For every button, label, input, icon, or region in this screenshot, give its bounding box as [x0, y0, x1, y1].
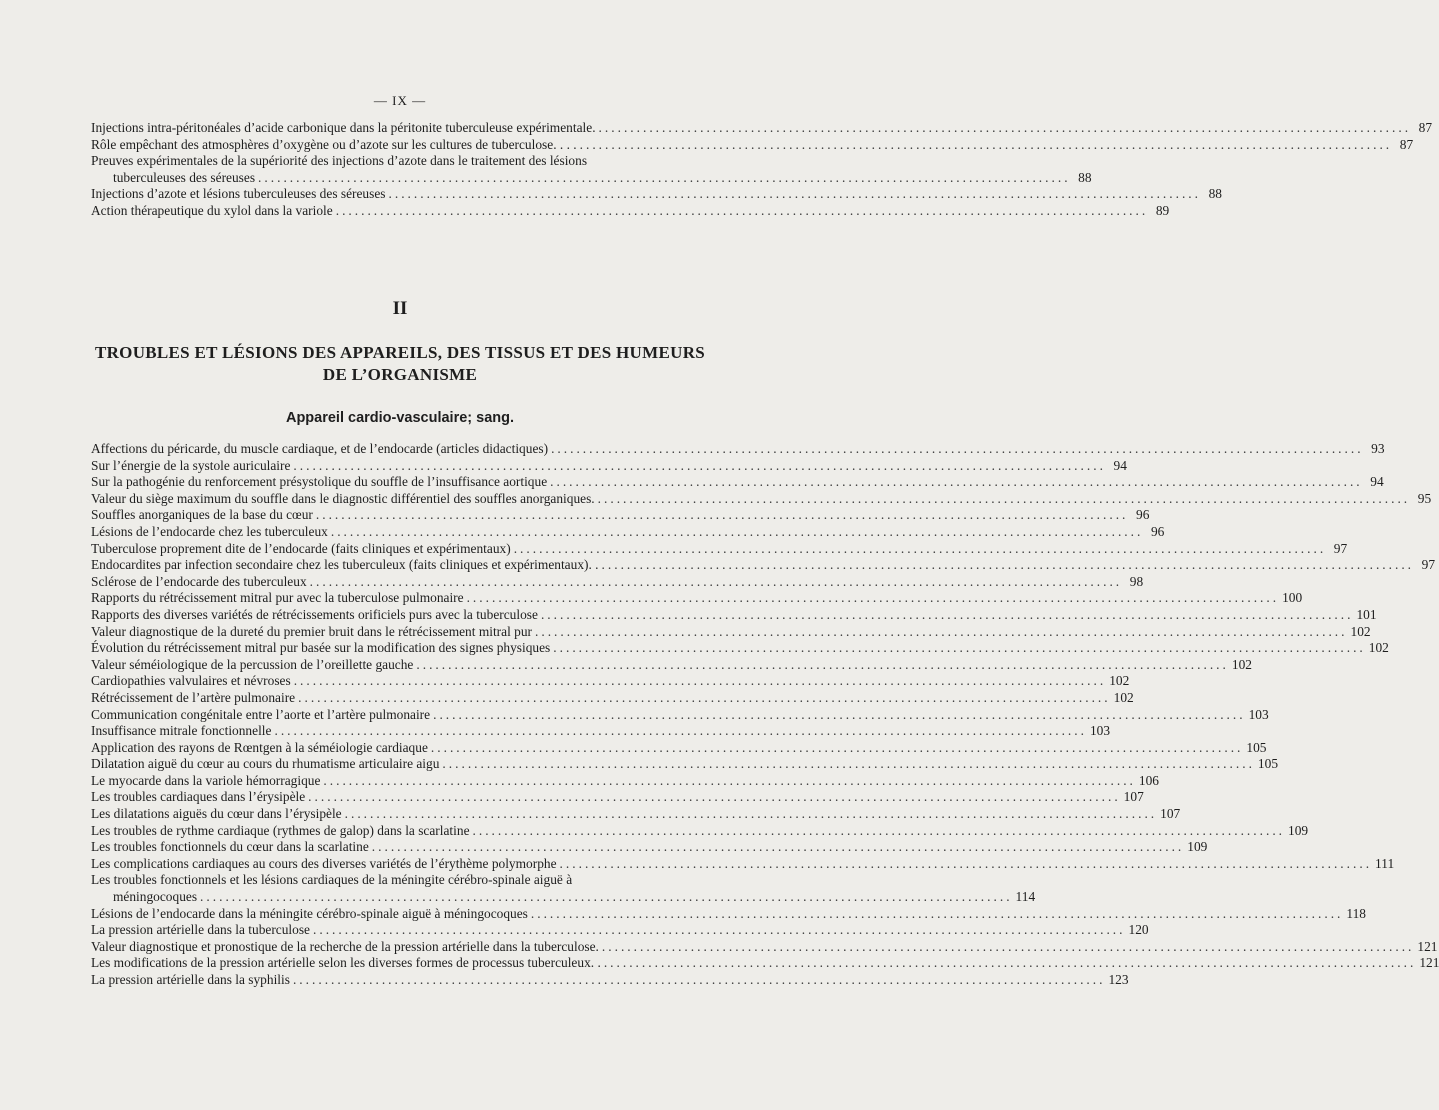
- dot-leader: ................................................................................................................................: [472, 822, 1286, 838]
- subsection-title: Appareil cardio-vasculaire; sang.: [285, 410, 515, 426]
- toc-entry-page: 106: [1138, 772, 1159, 788]
- toc-entry-title: Tuberculose proprement dite de l’endocarde (faits cliniques et expérimentaux): [91, 540, 511, 556]
- toc-entry: [91, 938, 1438, 956]
- dot-leader: ................................................................................................................................: [200, 889, 1013, 905]
- toc-entry-page: 98: [1129, 573, 1144, 589]
- toc-entry-page: 109: [1187, 839, 1208, 855]
- dot-leader: ................................................................................................................................: [433, 706, 1246, 722]
- toc-entry: [91, 822, 1309, 840]
- dot-leader: ................................................................................................................................: [535, 623, 1348, 639]
- toc-entry-title: Valeur diagnostique de la dureté du premier bruit dans le rétrécissement mitral pur: [91, 623, 532, 639]
- toc-entry: [91, 120, 1433, 137]
- toc-entry-page: 96: [1136, 507, 1150, 523]
- dot-leader: ................................................................................................................................: [258, 169, 1071, 185]
- toc-entry-title: Endocardites par infection secondaire chez les tuberculeux (faits cliniques et expérimentaux). .: [91, 557, 599, 573]
- dot-leader: ................................................................................................................................: [598, 120, 1412, 135]
- toc-entry-title: Rapports des diverses variétés de rétrécissements orificiels purs avec la tuberculose: [91, 606, 538, 622]
- dot-leader: ................................................................................................................................: [298, 689, 1111, 705]
- toc-entry: [91, 706, 1269, 724]
- dot-leader: ................................................................................................................................: [371, 839, 1185, 855]
- toc-entry-page: 121: [1417, 938, 1438, 954]
- toc-entry-title: Valeur du siège maximum du souffle dans le diagnostic différentiel des souffles anorganiques.: [91, 490, 595, 506]
- toc-entry-page: 95: [1417, 490, 1432, 506]
- toc-entry-title: La pression artérielle dans la syphilis: [91, 972, 290, 987]
- toc-entry: [91, 557, 1436, 574]
- toc-top-list: [91, 120, 1433, 220]
- toc-entry-title: Injections d’azote et lésions tuberculeuses des séreuses: [91, 186, 386, 202]
- dot-leader: ................................................................................................................................: [601, 557, 1415, 573]
- toc-entry-title: Rétrécissement de l’artère pulmonaire: [91, 689, 296, 705]
- toc-entry-page: 102: [1368, 640, 1389, 656]
- toc-entry: [91, 590, 1303, 607]
- toc-entry: [91, 872, 1036, 905]
- toc-entry-title: Dilatation aiguë du cœur au cours du rhumatisme articulaire aigu: [91, 756, 440, 772]
- toc-entry-page: 107: [1160, 806, 1181, 822]
- toc-entry-title: Sur la pathogénie du renforcement présystolique du souffle de l’insuffisance aortique: [91, 474, 548, 490]
- toc-entry-title: Les complications cardiaques au cours des diverses variétés de l’érythème polymorphe: [91, 855, 557, 871]
- toc-entry-title: Communication congénitale entre l’aorte et l’artère pulmonaire: [91, 706, 431, 722]
- toc-entry-page: 109: [1288, 822, 1309, 838]
- toc-entry-page: 88: [1208, 186, 1222, 202]
- section-numeral: II: [392, 298, 408, 319]
- toc-entry: [91, 739, 1267, 757]
- dot-leader: ................................................................................................................................: [309, 573, 1123, 589]
- toc-entry-title: Insuffisance mitrale fonctionnelle: [91, 723, 272, 739]
- dot-leader: ................................................................................................................................: [466, 590, 1280, 606]
- toc-entry-page: 118: [1346, 905, 1366, 921]
- toc-entry-title-cont: méningocoques: [113, 889, 198, 905]
- toc-entry: [91, 772, 1159, 790]
- toc-entry-title: Injections intra-péritonéales d’acide carbonique dans la péritonite tuberculeuse expérimentale.: [91, 120, 596, 135]
- toc-entry-title: Cardiopathies valvulaires et névroses: [91, 673, 291, 689]
- toc-entry-title: Évolution du rétrécissement mitral pur basée sur la modification des signes physiques: [91, 640, 551, 656]
- toc-entry-page: 102: [1350, 623, 1371, 639]
- toc-entry-page: 101: [1356, 606, 1377, 622]
- toc-entry-page: 88: [1078, 169, 1092, 185]
- toc-entry: [91, 474, 1384, 491]
- dot-leader: ................................................................................................................................: [559, 855, 1373, 871]
- toc-entry: [91, 689, 1134, 707]
- dot-leader: ................................................................................................................................: [335, 202, 1149, 218]
- toc-entry: [91, 441, 1385, 458]
- toc-entry-page: 120: [1128, 922, 1149, 938]
- toc-entry: [91, 640, 1389, 657]
- toc-entry-page: 94: [1370, 474, 1384, 490]
- toc-entry-title: Affections du péricarde, du muscle cardiaque, et de l’endocarde (articles didactiques): [91, 441, 549, 456]
- dot-leader: ................................................................................................................................: [315, 507, 1129, 523]
- toc-entry-title: Lésions de l’endocarde chez les tuberculeux: [91, 523, 328, 539]
- dot-leader: ................................................................................................................................: [293, 457, 1106, 473]
- toc-entry-continuation: [91, 889, 1036, 906]
- section-title-line1: TROUBLES ET LÉSIONS DES APPAREILS, DES TISSUS ET DES HUMEURS: [94, 343, 706, 362]
- toc-entry: [91, 789, 1144, 806]
- toc-entry-page: 121: [1419, 955, 1439, 971]
- toc-entry-title: Les troubles de rythme cardiaque (rythmes de galop) dans la scarlatine: [91, 822, 470, 838]
- toc-entry: [91, 623, 1371, 641]
- toc-entry: [91, 507, 1150, 524]
- toc-entry: [91, 202, 1170, 220]
- toc-entry: [91, 523, 1165, 541]
- toc-entry-page: 105: [1257, 756, 1279, 772]
- dot-leader: ................................................................................................................................: [292, 972, 1106, 987]
- toc-entry: [91, 806, 1181, 823]
- dot-leader: ................................................................................................................................: [344, 806, 1158, 822]
- toc-entry: [91, 186, 1222, 203]
- toc-entry-page: 97: [1421, 557, 1436, 573]
- toc-entry-page: 89: [1155, 202, 1170, 218]
- toc-entry-title: Les troubles cardiaques dans l’érysipèle: [91, 789, 306, 805]
- toc-entry-page: 103: [1248, 706, 1269, 722]
- toc-entry-title: Rôle empêchant des atmosphères d’oxygène ou d’azote sur les cultures de tuberculose. . . .: [91, 136, 577, 152]
- section-title-line2: DE L’ORGANISME: [322, 365, 478, 384]
- toc-entry-page: 87: [1399, 136, 1414, 152]
- dot-leader: ................................................................................................................................: [416, 656, 1229, 672]
- toc-entry: [91, 656, 1252, 674]
- toc-entry-page: 97: [1333, 540, 1348, 556]
- toc-entry-title-cont: tuberculeuses des séreuses: [113, 169, 256, 185]
- toc-entry: [91, 490, 1432, 508]
- toc-entry-title: Application des rayons de Rœntgen à la séméiologie cardiaque: [91, 739, 428, 755]
- toc-entry-title: Valeur diagnostique et pronostique de la recherche de la pression artérielle dans la tuberculose.: [91, 938, 599, 954]
- dot-leader: ................................................................................................................................: [603, 955, 1417, 971]
- toc-entry: [91, 573, 1144, 591]
- dot-leader: ................................................................................................................................: [442, 756, 1255, 772]
- toc-entry-page: 107: [1123, 789, 1144, 805]
- toc-entry-title: Action thérapeutique du xylol dans la variole: [91, 202, 333, 218]
- toc-entry-title: Le myocarde dans la variole hémorragique: [91, 772, 321, 788]
- toc-entry-page: 105: [1246, 739, 1267, 755]
- toc-entry: [91, 905, 1366, 923]
- dot-leader: ................................................................................................................................: [579, 136, 1393, 152]
- toc-entry: [91, 723, 1111, 740]
- toc-entry-page: 100: [1282, 590, 1303, 606]
- page-number: — IX —: [373, 93, 427, 108]
- dot-leader: ................................................................................................................................: [513, 540, 1327, 556]
- toc-entry: [91, 457, 1127, 475]
- dot-leader: ................................................................................................................................: [597, 490, 1411, 506]
- toc-entry: [91, 972, 1129, 989]
- toc-entry-page: 111: [1375, 855, 1395, 871]
- toc-entry: [91, 606, 1377, 624]
- toc-entry-title: La pression artérielle dans la tuberculose: [91, 922, 310, 938]
- dot-leader: ................................................................................................................................: [274, 723, 1087, 739]
- dot-leader: ................................................................................................................................: [330, 523, 1144, 539]
- dot-leader: ................................................................................................................................: [313, 922, 1126, 938]
- toc-entry: [91, 673, 1130, 690]
- dot-leader: ................................................................................................................................: [553, 640, 1366, 656]
- toc-entry-continuation: [91, 169, 1092, 187]
- toc-entry-title: Preuves expérimentales de la supériorité des injections d’azote dans le traitement des lésions: [91, 153, 588, 169]
- toc-entry-page: 103: [1089, 723, 1111, 739]
- dot-leader: ................................................................................................................................: [293, 673, 1107, 689]
- toc-entry: [91, 855, 1395, 873]
- toc-entry: [91, 922, 1149, 939]
- dot-leader: ................................................................................................................................: [530, 905, 1344, 921]
- dot-leader: ................................................................................................................................: [308, 789, 1121, 805]
- toc-entry-title: Valeur séméiologique de la percussion de l’oreillette gauche: [91, 656, 414, 672]
- dot-leader: ................................................................................................................................: [540, 606, 1354, 622]
- toc-entry-page: 94: [1113, 457, 1127, 473]
- dot-leader: ................................................................................................................................: [430, 739, 1244, 755]
- toc-entry-title: Les dilatations aiguës du cœur dans l’érysipèle: [91, 806, 342, 822]
- section-title: [0, 342, 800, 386]
- dot-leader: ................................................................................................................................: [550, 474, 1363, 490]
- dot-leader: ................................................................................................................................: [323, 772, 1136, 788]
- toc-entry-title: Les troubles fonctionnels du cœur dans la scarlatine: [91, 839, 369, 855]
- toc-entry-title: Sur l’énergie de la systole auriculaire: [91, 457, 291, 473]
- toc-entry: [91, 540, 1348, 558]
- toc-entry-page: 102: [1231, 656, 1252, 672]
- toc-entry-page: 114: [1015, 889, 1036, 905]
- toc-entry-title: Rapports du rétrécissement mitral pur avec la tuberculose pulmonaire: [91, 590, 464, 606]
- toc-entry: [91, 136, 1414, 154]
- toc-entry: [91, 955, 1439, 972]
- toc-entry: [91, 839, 1208, 856]
- toc-entry-page: 123: [1108, 972, 1129, 987]
- dot-leader: ................................................................................................................................: [551, 441, 1364, 456]
- dot-leader: ................................................................................................................................: [601, 938, 1415, 954]
- toc-entry-page: 93: [1371, 441, 1385, 456]
- toc-main-list: [91, 441, 1439, 989]
- toc-entry-page: 87: [1418, 120, 1433, 135]
- toc-entry-title: Lésions de l’endocarde dans la méningite cérébro-spinale aiguë à méningocoques: [91, 905, 528, 921]
- toc-entry-title: Sclérose de l’endocarde des tuberculeux: [91, 573, 307, 589]
- toc-entry-title: Les troubles fonctionnels et les lésions cardiaques de la méningite cérébro-spinale aiguë à: [91, 872, 573, 888]
- toc-entry-page: 96: [1150, 523, 1165, 539]
- toc-entry: [91, 756, 1279, 773]
- toc-entry-title: Souffles anorganiques de la base du cœur: [91, 507, 313, 523]
- dot-leader: ................................................................................................................................: [388, 186, 1201, 202]
- toc-entry-page: 102: [1113, 689, 1134, 705]
- toc-entry-page: 102: [1109, 673, 1130, 689]
- toc-entry: [91, 153, 1092, 186]
- toc-entry-title: Les modifications de la pression artérielle selon les diverses formes de processus tuberculeux. .: [91, 955, 601, 971]
